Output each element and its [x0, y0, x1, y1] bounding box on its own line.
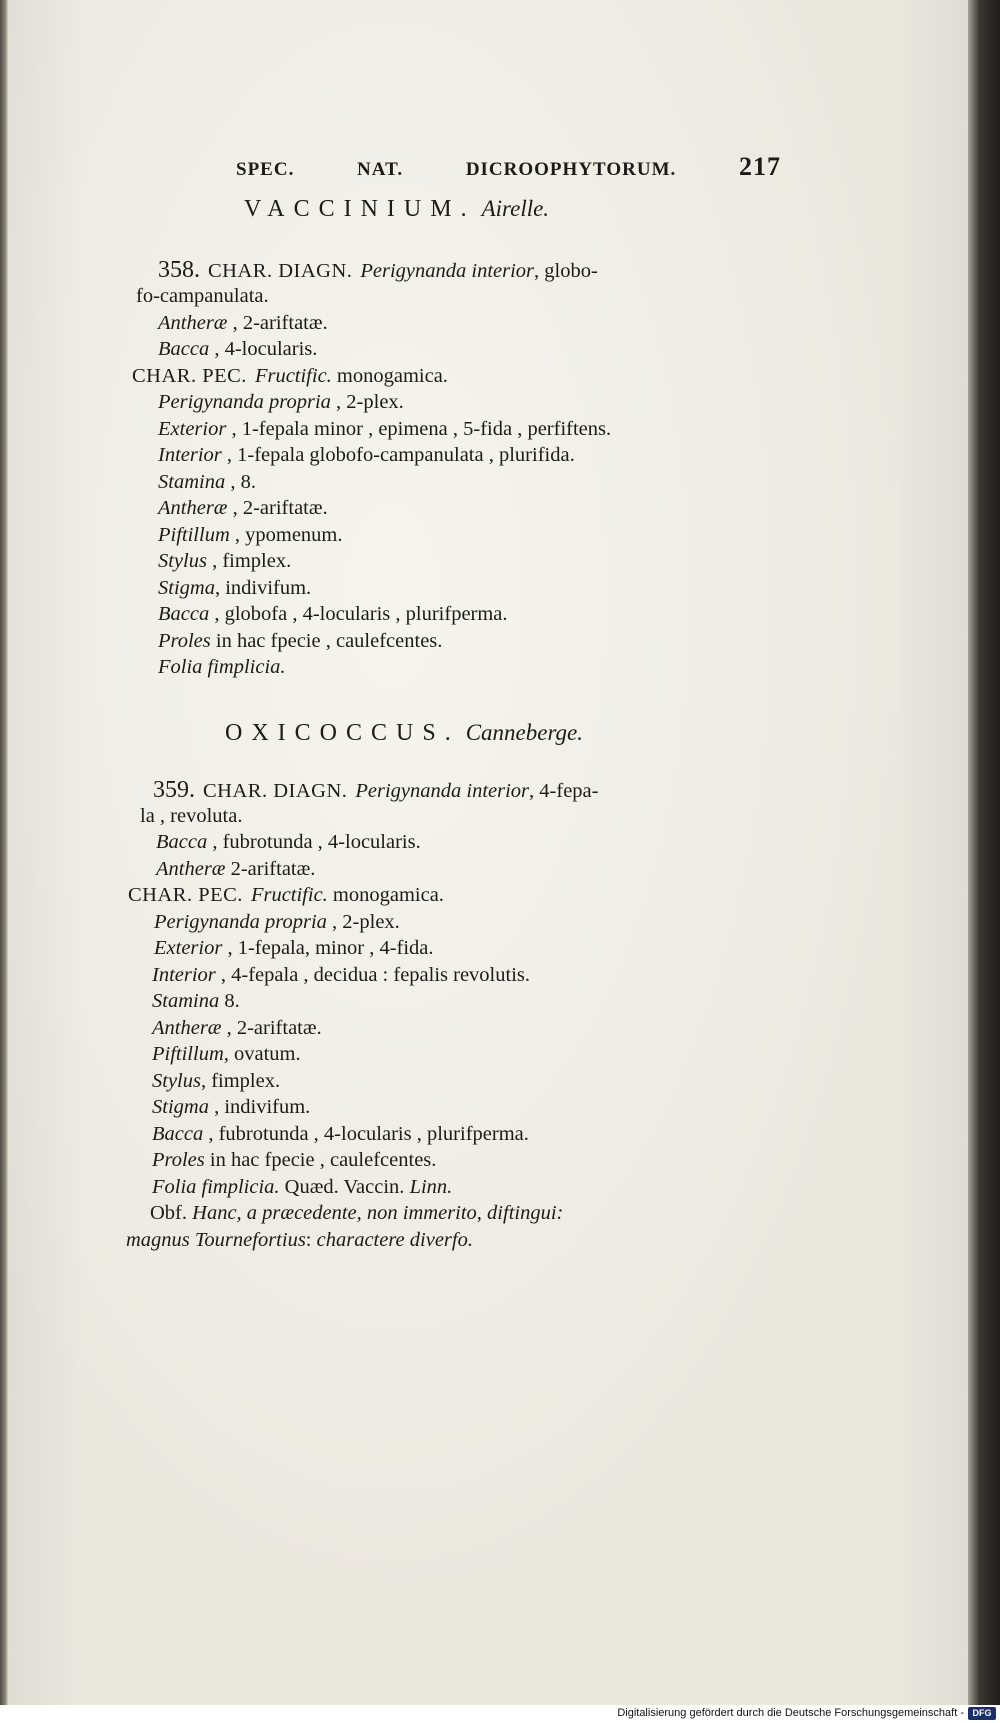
description-text: , fubrotunda , 4-locularis. [207, 831, 421, 853]
text-line [152, 965, 530, 986]
description-text: , fimplex. [200, 1070, 281, 1092]
text-line [156, 859, 315, 880]
section-heading-vaccinium [244, 196, 549, 223]
text-line [158, 578, 311, 599]
text-line [154, 912, 400, 933]
description-text: , ypomenum. [229, 524, 343, 546]
text-line [158, 551, 291, 572]
text-line [158, 498, 328, 519]
description-text: , indivifum. [208, 1096, 311, 1118]
botanical-term: Piftillum [152, 1043, 224, 1065]
botanical-term: Bacca [158, 338, 210, 360]
description-text: , fimplex. [206, 550, 292, 572]
dfg-logo: DFG [968, 1707, 996, 1720]
entry-number: 359. [153, 777, 195, 803]
text-line [152, 1044, 301, 1065]
botanical-term: Antheræ [156, 858, 226, 880]
botanical-term: Fructific. [254, 365, 332, 387]
botanical-term: Perigynanda interior [360, 260, 535, 282]
description-text: fo-campanulata. [136, 285, 269, 307]
section-heading-oxicoccus [225, 720, 583, 747]
botanical-term: Antheræ [158, 312, 228, 334]
text-line [152, 1097, 310, 1118]
botanical-term: Exterior [154, 937, 223, 959]
text-line [158, 472, 256, 493]
description-text: : [305, 1229, 317, 1251]
description-text: , 4-locularis. [209, 338, 318, 360]
character-label: CHAR. PEC. [128, 884, 243, 906]
text-line [128, 885, 444, 906]
botanical-term: Folia fimplicia. [152, 1176, 280, 1198]
text-line [152, 1150, 436, 1171]
book-left-edge [0, 0, 8, 1705]
text-line [132, 366, 448, 387]
running-head-title: DICROOPHYTORUM. [465, 159, 677, 180]
genus-name: OXICOCCUS. [225, 720, 460, 746]
description-text: 8. [219, 990, 240, 1012]
french-name: Airelle. [481, 196, 550, 221]
text-line [140, 806, 242, 827]
text-line [154, 938, 434, 959]
text-line [158, 313, 328, 334]
french-name: Canneberge. [465, 720, 584, 745]
botanical-term: Perigynanda interior [355, 780, 530, 802]
botanical-term: Perigynanda propria [154, 911, 327, 933]
botanical-term: Interior [158, 444, 222, 466]
description-text: monogamica. [331, 365, 448, 387]
description-text: in hac fpecie , caulefcentes. [210, 630, 443, 652]
description-text: , globo- [534, 260, 598, 282]
botanical-term: magnus Tournefortius [126, 1229, 306, 1251]
description-text: monogamica. [327, 884, 444, 906]
description-text: , 1-fepala globofo-campanulata , plurifida. [221, 444, 575, 466]
botanical-term: Fructific. [250, 884, 328, 906]
running-head-middle: NAT. [357, 159, 404, 180]
description-text: , 1-fepala minor , epimena , 5-fida , perfiftens. [226, 418, 612, 440]
text-line [150, 1203, 563, 1224]
description-text: , 2-ariftatæ. [221, 1017, 322, 1039]
botanical-term: Hanc, a præcedente, non immerito, diftingui: [192, 1202, 564, 1224]
botanical-term: Antheræ [152, 1017, 222, 1039]
botanical-term: Stamina [152, 990, 220, 1012]
description-text: , 2-plex. [330, 391, 404, 413]
description-text: , fubrotunda , 4-locularis , plurifperma. [203, 1123, 529, 1145]
text-line [158, 525, 343, 546]
text-line [152, 1177, 452, 1198]
description-text: la , revoluta. [140, 805, 243, 827]
character-label: CHAR. PEC. [132, 365, 247, 387]
botanical-term: Bacca [158, 603, 210, 625]
botanical-term: Bacca [152, 1123, 204, 1145]
text-line [158, 419, 611, 440]
description-text: , 1-fepala, minor , 4-fida. [222, 937, 434, 959]
book-page [8, 0, 968, 1705]
text-line [158, 657, 286, 678]
text-line [156, 832, 421, 853]
botanical-term: Stigma [152, 1096, 209, 1118]
description-text: , 2-ariftatæ. [227, 497, 328, 519]
running-head [236, 152, 781, 182]
description-text: , indivifum. [214, 577, 312, 599]
botanical-term: Exterior [158, 418, 227, 440]
page-number: 217 [739, 152, 781, 181]
text-line [158, 445, 575, 466]
text-line [152, 1124, 529, 1145]
description-text: Quæd. Vaccin. [279, 1176, 410, 1198]
text-line [158, 339, 317, 360]
character-label: CHAR. DIAGN. [203, 780, 348, 802]
description-text: , 8. [225, 471, 256, 493]
botanical-term: charactere diverfo. [316, 1229, 473, 1251]
botanical-term: Bacca [156, 831, 208, 853]
text-line [153, 778, 598, 802]
text-line [152, 1071, 280, 1092]
text-line [136, 286, 269, 307]
botanical-term: Antheræ [158, 497, 228, 519]
text-line [158, 631, 442, 652]
botanical-term: Stylus [152, 1070, 201, 1092]
description-text: , 4-fepala , decidua : fepalis revolutis. [215, 964, 530, 986]
botanical-term: Proles [158, 630, 211, 652]
book-right-edge [968, 0, 1000, 1705]
description-text: , ovatum. [223, 1043, 301, 1065]
entry-number: 358. [158, 257, 200, 283]
botanical-term: Stamina [158, 471, 226, 493]
description-text: , 2-ariftatæ. [227, 312, 328, 334]
text-line [158, 258, 598, 282]
running-head-left: SPEC. [236, 159, 295, 180]
text-line [158, 392, 404, 413]
observation-prefix: Obf. [150, 1202, 193, 1224]
description-text: , 4-fepa- [529, 780, 599, 802]
text-line [152, 991, 240, 1012]
description-text: , 2-plex. [326, 911, 400, 933]
funding-credit: Digitalisierung gefördert durch die Deutsche Forschungsgemeinschaft - [617, 1707, 964, 1719]
botanical-term: Proles [152, 1149, 205, 1171]
botanical-term: Stylus [158, 550, 207, 572]
text-line [158, 604, 508, 625]
text-line [152, 1018, 322, 1039]
description-text: 2-ariftatæ. [225, 858, 316, 880]
description-text: , globofa , 4-locularis , plurifperma. [209, 603, 508, 625]
description-text: in hac fpecie , caulefcentes. [204, 1149, 437, 1171]
genus-name: VACCINIUM. [244, 196, 476, 222]
botanical-term: Folia fimplicia. [158, 656, 286, 678]
botanical-term: Perigynanda propria [158, 391, 331, 413]
botanical-term: Interior [152, 964, 216, 986]
character-label: CHAR. DIAGN. [208, 260, 353, 282]
botanical-term: Piftillum [158, 524, 230, 546]
botanical-term: Linn. [409, 1176, 453, 1198]
text-line [126, 1230, 473, 1251]
botanical-term: Stigma [158, 577, 215, 599]
